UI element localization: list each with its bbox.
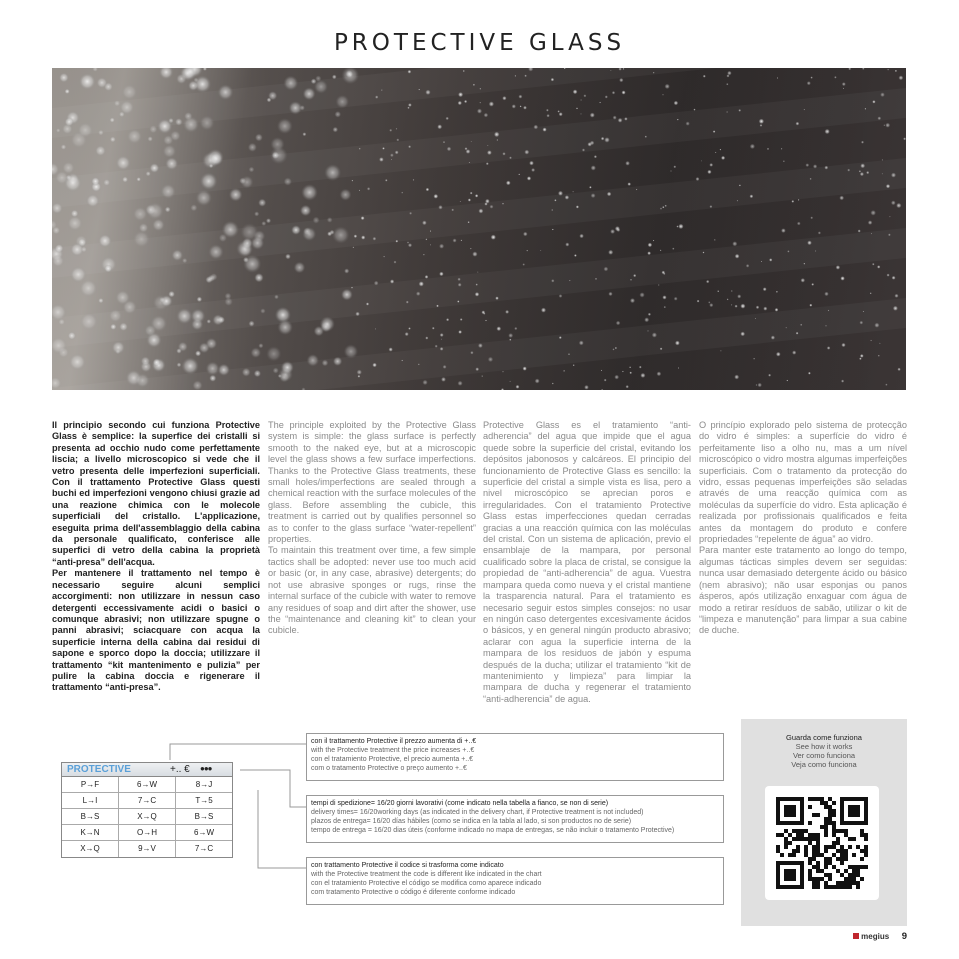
table-row bbox=[62, 825, 232, 841]
note-line: com tratamento Protective o código é diferente conforme indicado bbox=[311, 889, 516, 896]
table-cell: 6→W bbox=[194, 828, 214, 837]
it-paragraph-2: Per mantenere il trattamento nel tempo è necessario seguire alcuni semplici accorgimenti: non utilizzare in nessun caso detergenti eccessivamente acidi o basici o comunque abrasivi; non utilizzare spugne o panni abrasivi; sciacquare con acqua la superficie interna della cabina dai residui di sapone e sporco dopo la doccia; utilizzare il trattamento “kit mantenimento e pulizia” per pulire la cabina doccia e rigenerare il trattamento “anti-presa”. bbox=[52, 568, 260, 693]
table-cell: P→F bbox=[62, 777, 119, 792]
note-line: delivery times= 16/20working days (as indicated in the delivery chart, if Protective treatment is not included) bbox=[311, 809, 644, 816]
note-line: com o tratamento Protective o preço aumento +..€ bbox=[311, 765, 467, 772]
table-cell: 6→W bbox=[119, 777, 176, 792]
code-note-box bbox=[306, 857, 724, 905]
table-row bbox=[62, 793, 232, 809]
page-footer bbox=[853, 931, 907, 942]
table-row bbox=[62, 809, 232, 825]
logo-mark-icon bbox=[853, 933, 859, 939]
qr-caption bbox=[741, 733, 907, 769]
note-line: tempo de entrega = 16/20 dias úteis (conforme indicado no mapa de entregas, se não incluir o tratamento Protective) bbox=[311, 827, 675, 834]
table-cell: B→S bbox=[194, 812, 214, 821]
table-cell: O→H bbox=[119, 825, 176, 840]
protective-price: +.. € bbox=[170, 764, 190, 775]
table-cell: K→N bbox=[62, 825, 119, 840]
page-number: 9 bbox=[901, 931, 907, 942]
qr-caption-line: Guarda come funziona bbox=[786, 733, 862, 742]
protective-table-header bbox=[62, 763, 232, 777]
es-paragraph-1: Protective Glass es el tratamiento “anti-adherencia” del agua que impide que el agua quede sobre la superficie del cristal, evitando los depósitos jabonosos y calcáreos. El principio del funcionamiento de Protective Glass es sencillo: la superficie del cristal a simple vista es lisa, pero a nivel microscópico se aprecian poros e irregularidades. Con el tratamiento Protective Glass estas imperfecciones quedan cerradas gracias a una reacción química con las moléculas del cristal. Con un sistema de aplicación, previo el ensamblaje de la mampara, por personal cualificado sobre la placa de cristal, se consigue la propiedad de “anti-adherencia” de agua. Vuestra mampara queda como nueva y el cristal mantiene la trasparencia natural. Para el tratamiento es necesario seguir estos simples consejos: no usar en ningún caso detergentes excesivamente ácidos o básicos, y en general ningún producto abrasivo; aclarar con agua la superficie interna de la mampara de los residuos de jabón y espuma después de la ducha; utilizar el tratamiento “kit de mantenimiento y limpieza” para limpiar la mampara de ducha y regenerar el tratamiento “anti-adherencia” de agua. bbox=[483, 420, 691, 704]
note-heading: tempi di spedizione= 16/20 giorni lavorativi (come indicato nella tabella a fianco, se non di serie) bbox=[311, 800, 609, 807]
delivery-dots: ●●● bbox=[200, 764, 212, 773]
table-cell: 9→V bbox=[119, 841, 176, 857]
table-cell: 7→C bbox=[194, 844, 214, 853]
it-paragraph-1: Il principio secondo cui funziona Protective Glass è semplice: la superfice dei cristalli si presenta ad occhio nudo come perfettamente liscia; a livello microscopico si vede che il vetro presenta delle imperfezioni superficiali. Con il trattamento Protective Glass questi buchi ed imperfezioni vengono chiusi grazie ad una reazione chimica con le molecole superficiali del cristallo. L'applicazione, eseguita prima dell'assemblaggio della cabina da personale qualificato, conferisce alle superfici di vetro della cabina la proprietà “anti-presa” dell'acqua. bbox=[52, 420, 260, 567]
en-paragraph-2: To maintain this treatment over time, a few simple tactics shall be adopted: never use too much acid or basic (or, in any case, abrasive) detergents; do not use abrasive sponges or rugs, rinse the internal surface of the cubicle with water to remove any residues of soap and dirt after the shower, use the “maintenance and cleaning kit” to clean your cubicle. bbox=[268, 545, 476, 636]
table-cell: X→Q bbox=[119, 809, 176, 824]
protective-label: PROTECTIVE bbox=[67, 764, 131, 775]
qr-code-icon bbox=[776, 797, 868, 889]
note-line: plazos de entrega= 16/20 días hábiles (como se indica en la tabla al lado, si son productos no de serie) bbox=[311, 818, 632, 825]
qr-panel bbox=[741, 719, 907, 926]
table-cell: L→I bbox=[62, 793, 119, 808]
pt-paragraph-1: O princípio explorado pelo sistema de protecção do vidro é simples: a superfície do vidro é perfeitamente liso a olho nu, mas a um nível microscópico o vidro mostra algumas imperfeições superficiais. Com o tratamento da protecção do vidro, essas pequenas imperfeições são seladas através de uma reacção química com as moléculas da superfície do vidro. Esta aplicação é realizada por profissionais qualificados e feita antes da montagem do produto e confere propriedades “repelente de água” ao vidro. bbox=[699, 420, 907, 545]
table-cell: T→5 bbox=[195, 796, 213, 805]
price-note-box bbox=[306, 733, 724, 781]
qr-caption-line: Veja como funciona bbox=[791, 760, 857, 769]
pt-paragraph-2: Para manter este tratamento ao longo do tempo, algumas tácticas simples devem ser seguidas: nunca usar demasiado detergente ácido ou básico (nem abrasivo); não usar esponjas ou panos ásperos, após utilização enxaguar com água de modo a retirar resíduos de sabão, utilizar o kit de “limpeza e manutenção” para limpar a sua cabine de duche. bbox=[699, 545, 907, 636]
brand-logo bbox=[853, 932, 889, 941]
note-line: con el tratamiento Protective, el precio aumenta +..€ bbox=[311, 756, 474, 763]
qr-caption-line: Ver como funciona bbox=[792, 751, 856, 760]
delivery-note-box bbox=[306, 795, 724, 843]
note-line: with the Protective treatment the price increases +..€ bbox=[311, 747, 475, 754]
qr-code[interactable] bbox=[765, 786, 879, 900]
table-cell: 8→J bbox=[195, 780, 213, 789]
protective-code-table bbox=[61, 762, 233, 858]
en-paragraph-1: The principle exploited by the Protective Glass system is simple: the glass surface is perfectly smooth to the naked eye, but at a microscopic level the glass shows a few surface imperfections. Thanks to the Protective Glass treatments, these small holes/imperfections are sealed through a chemical reaction with the surface molecules of the glass. Before assembling the cubicle, this treatment is carried out by qualifies personnel so as to confer to the glass surface “water-repellent” properties. bbox=[268, 420, 476, 545]
table-cell: B→S bbox=[62, 809, 119, 824]
qr-caption-line: See how it works bbox=[795, 742, 853, 751]
note-heading: con trattamento Protective il codice si trasforma come indicato bbox=[311, 862, 504, 869]
brand-name: megius bbox=[861, 932, 890, 941]
note-line: con el tratamiento Protective el código se modifica como aparece indicado bbox=[311, 880, 542, 887]
note-heading: con il trattamento Protective il prezzo aumenta di +..€ bbox=[311, 738, 477, 745]
page-title: PROTECTIVE GLASS bbox=[333, 30, 626, 56]
table-row bbox=[62, 777, 232, 793]
note-line: with the Protective treatment the code is different like indicated in the chart bbox=[311, 871, 542, 878]
table-cell: X→Q bbox=[62, 841, 119, 857]
table-cell: 7→C bbox=[119, 793, 176, 808]
table-row bbox=[62, 841, 232, 857]
